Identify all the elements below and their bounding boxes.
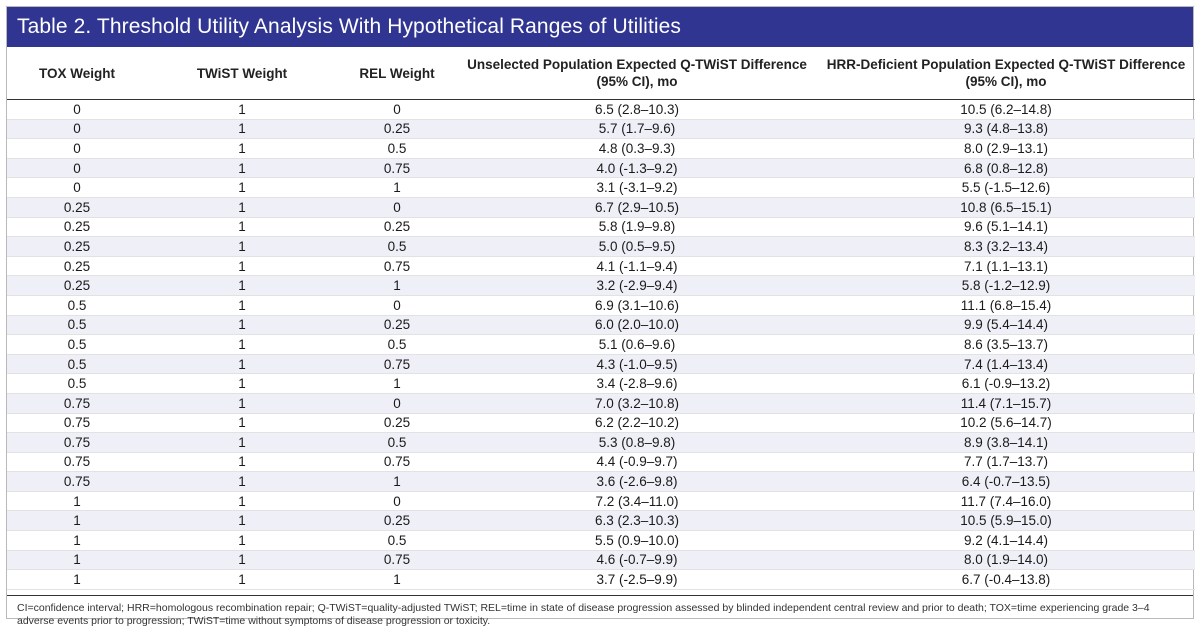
cell-rel-weight: 0.5 xyxy=(337,139,457,159)
cell-unselected-qtwist: 7.2 (3.4–11.0) xyxy=(457,491,817,511)
cell-tox-weight: 0.25 xyxy=(7,197,147,217)
cell-tox-weight: 0.5 xyxy=(7,374,147,394)
cell-hrr-qtwist: 6.7 (-0.4–13.8) xyxy=(817,570,1195,590)
cell-tox-weight: 0.25 xyxy=(7,237,147,257)
cell-hrr-qtwist: 10.2 (5.6–14.7) xyxy=(817,413,1195,433)
cell-tox-weight: 0.75 xyxy=(7,393,147,413)
cell-rel-weight: 0.5 xyxy=(337,531,457,551)
cell-hrr-qtwist: 7.7 (1.7–13.7) xyxy=(817,452,1195,472)
cell-tox-weight: 1 xyxy=(7,550,147,570)
cell-twist-weight: 1 xyxy=(147,315,337,335)
table-row xyxy=(7,158,1195,178)
cell-twist-weight: 1 xyxy=(147,139,337,159)
cell-unselected-qtwist: 6.5 (2.8–10.3) xyxy=(457,100,817,120)
cell-unselected-qtwist: 6.9 (3.1–10.6) xyxy=(457,295,817,315)
cell-twist-weight: 1 xyxy=(147,550,337,570)
cell-rel-weight: 1 xyxy=(337,178,457,198)
header-twist-weight: TWiST Weight xyxy=(147,47,337,100)
cell-unselected-qtwist: 4.1 (-1.1–9.4) xyxy=(457,256,817,276)
cell-rel-weight: 0.75 xyxy=(337,452,457,472)
cell-tox-weight: 0 xyxy=(7,158,147,178)
cell-rel-weight: 1 xyxy=(337,276,457,296)
cell-rel-weight: 0 xyxy=(337,295,457,315)
cell-twist-weight: 1 xyxy=(147,295,337,315)
table-row xyxy=(7,217,1195,237)
cell-rel-weight: 0.5 xyxy=(337,433,457,453)
cell-twist-weight: 1 xyxy=(147,217,337,237)
table-row xyxy=(7,531,1195,551)
cell-hrr-qtwist: 11.7 (7.4–16.0) xyxy=(817,491,1195,511)
cell-twist-weight: 1 xyxy=(147,100,337,120)
table-row xyxy=(7,178,1195,198)
cell-hrr-qtwist: 9.9 (5.4–14.4) xyxy=(817,315,1195,335)
cell-rel-weight: 0 xyxy=(337,393,457,413)
header-rel-weight: REL Weight xyxy=(337,47,457,100)
table-frame xyxy=(6,6,1194,627)
cell-unselected-qtwist: 3.4 (-2.8–9.6) xyxy=(457,374,817,394)
cell-tox-weight: 0 xyxy=(7,119,147,139)
cell-hrr-qtwist: 7.1 (1.1–13.1) xyxy=(817,256,1195,276)
cell-rel-weight: 0.5 xyxy=(337,237,457,257)
table-header xyxy=(7,47,1195,100)
utility-table xyxy=(7,47,1195,590)
table-row xyxy=(7,276,1195,296)
cell-rel-weight: 0.75 xyxy=(337,158,457,178)
cell-hrr-qtwist: 6.1 (-0.9–13.2) xyxy=(817,374,1195,394)
cell-unselected-qtwist: 5.1 (0.6–9.6) xyxy=(457,335,817,355)
cell-twist-weight: 1 xyxy=(147,354,337,374)
cell-tox-weight: 0.75 xyxy=(7,433,147,453)
table-row xyxy=(7,237,1195,257)
cell-unselected-qtwist: 5.5 (0.9–10.0) xyxy=(457,531,817,551)
cell-hrr-qtwist: 9.6 (5.1–14.1) xyxy=(817,217,1195,237)
cell-hrr-qtwist: 6.8 (0.8–12.8) xyxy=(817,158,1195,178)
header-tox-weight: TOX Weight xyxy=(7,47,147,100)
cell-hrr-qtwist: 11.1 (6.8–15.4) xyxy=(817,295,1195,315)
cell-tox-weight: 0 xyxy=(7,178,147,198)
table-row xyxy=(7,452,1195,472)
table-row xyxy=(7,354,1195,374)
cell-unselected-qtwist: 6.7 (2.9–10.5) xyxy=(457,197,817,217)
cell-unselected-qtwist: 5.8 (1.9–9.8) xyxy=(457,217,817,237)
header-row xyxy=(7,47,1195,100)
cell-hrr-qtwist: 5.8 (-1.2–12.9) xyxy=(817,276,1195,296)
header-hrr-qtwist: HRR-Deficient Population Expected Q-TWiST Difference (95% CI), mo xyxy=(817,47,1195,100)
cell-rel-weight: 0 xyxy=(337,100,457,120)
cell-tox-weight: 1 xyxy=(7,491,147,511)
cell-rel-weight: 1 xyxy=(337,374,457,394)
cell-hrr-qtwist: 8.3 (3.2–13.4) xyxy=(817,237,1195,257)
cell-twist-weight: 1 xyxy=(147,393,337,413)
table-row xyxy=(7,100,1195,120)
table-row xyxy=(7,433,1195,453)
cell-hrr-qtwist: 9.2 (4.1–14.4) xyxy=(817,531,1195,551)
cell-tox-weight: 0.75 xyxy=(7,472,147,492)
table-row xyxy=(7,413,1195,433)
table-row xyxy=(7,550,1195,570)
cell-twist-weight: 1 xyxy=(147,335,337,355)
cell-hrr-qtwist: 8.9 (3.8–14.1) xyxy=(817,433,1195,453)
table-row xyxy=(7,570,1195,590)
table-row xyxy=(7,315,1195,335)
cell-tox-weight: 1 xyxy=(7,511,147,531)
cell-tox-weight: 0.25 xyxy=(7,276,147,296)
cell-twist-weight: 1 xyxy=(147,197,337,217)
cell-tox-weight: 0.5 xyxy=(7,354,147,374)
cell-twist-weight: 1 xyxy=(147,178,337,198)
cell-rel-weight: 0.75 xyxy=(337,256,457,276)
cell-twist-weight: 1 xyxy=(147,413,337,433)
cell-unselected-qtwist: 6.0 (2.0–10.0) xyxy=(457,315,817,335)
cell-twist-weight: 1 xyxy=(147,237,337,257)
cell-tox-weight: 0.5 xyxy=(7,295,147,315)
cell-unselected-qtwist: 6.3 (2.3–10.3) xyxy=(457,511,817,531)
cell-twist-weight: 1 xyxy=(147,256,337,276)
cell-twist-weight: 1 xyxy=(147,158,337,178)
table-row xyxy=(7,256,1195,276)
cell-hrr-qtwist: 6.4 (-0.7–13.5) xyxy=(817,472,1195,492)
cell-tox-weight: 1 xyxy=(7,531,147,551)
cell-rel-weight: 0.75 xyxy=(337,354,457,374)
cell-twist-weight: 1 xyxy=(147,491,337,511)
cell-unselected-qtwist: 3.6 (-2.6–9.8) xyxy=(457,472,817,492)
table-row xyxy=(7,393,1195,413)
cell-rel-weight: 0.25 xyxy=(337,413,457,433)
cell-unselected-qtwist: 5.0 (0.5–9.5) xyxy=(457,237,817,257)
cell-rel-weight: 0 xyxy=(337,491,457,511)
table-title: Table 2. Threshold Utility Analysis With Hypothetical Ranges of Utilities xyxy=(7,7,1193,47)
cell-unselected-qtwist: 3.2 (-2.9–9.4) xyxy=(457,276,817,296)
cell-unselected-qtwist: 5.3 (0.8–9.8) xyxy=(457,433,817,453)
cell-unselected-qtwist: 4.3 (-1.0–9.5) xyxy=(457,354,817,374)
cell-twist-weight: 1 xyxy=(147,531,337,551)
cell-rel-weight: 0.5 xyxy=(337,335,457,355)
table-body xyxy=(7,100,1195,590)
cell-unselected-qtwist: 4.0 (-1.3–9.2) xyxy=(457,158,817,178)
cell-unselected-qtwist: 5.7 (1.7–9.6) xyxy=(457,119,817,139)
cell-rel-weight: 0.25 xyxy=(337,315,457,335)
cell-twist-weight: 1 xyxy=(147,452,337,472)
cell-hrr-qtwist: 10.8 (6.5–15.1) xyxy=(817,197,1195,217)
cell-hrr-qtwist: 11.4 (7.1–15.7) xyxy=(817,393,1195,413)
cell-hrr-qtwist: 5.5 (-1.5–12.6) xyxy=(817,178,1195,198)
cell-rel-weight: 1 xyxy=(337,570,457,590)
table-row xyxy=(7,295,1195,315)
table-row xyxy=(7,197,1195,217)
cell-twist-weight: 1 xyxy=(147,472,337,492)
cell-tox-weight: 0 xyxy=(7,100,147,120)
cell-twist-weight: 1 xyxy=(147,276,337,296)
cell-hrr-qtwist: 8.6 (3.5–13.7) xyxy=(817,335,1195,355)
table-row xyxy=(7,511,1195,531)
cell-twist-weight: 1 xyxy=(147,433,337,453)
cell-hrr-qtwist: 8.0 (2.9–13.1) xyxy=(817,139,1195,159)
cell-tox-weight: 0 xyxy=(7,139,147,159)
table-row xyxy=(7,335,1195,355)
cell-hrr-qtwist: 10.5 (5.9–15.0) xyxy=(817,511,1195,531)
cell-hrr-qtwist: 8.0 (1.9–14.0) xyxy=(817,550,1195,570)
table-row xyxy=(7,472,1195,492)
cell-tox-weight: 0.75 xyxy=(7,413,147,433)
cell-twist-weight: 1 xyxy=(147,374,337,394)
table-footnote: CI=confidence interval; HRR=homologous recombination repair; Q-TWiST=quality-adjusted TWiST; REL=time in state of disease progression assessed by blinded independent central review and prior to death; TOX=time experiencing grade 3–4 adverse events prior to progression; TWiST=time without symptoms of disease progression or toxicity. xyxy=(7,595,1193,628)
table-row xyxy=(7,491,1195,511)
cell-tox-weight: 0.5 xyxy=(7,335,147,355)
cell-rel-weight: 0.25 xyxy=(337,119,457,139)
cell-unselected-qtwist: 4.8 (0.3–9.3) xyxy=(457,139,817,159)
header-unselected-qtwist: Unselected Population Expected Q-TWiST Difference (95% CI), mo xyxy=(457,47,817,100)
cell-tox-weight: 0.25 xyxy=(7,217,147,237)
cell-twist-weight: 1 xyxy=(147,570,337,590)
cell-hrr-qtwist: 10.5 (6.2–14.8) xyxy=(817,100,1195,120)
table-row xyxy=(7,139,1195,159)
cell-rel-weight: 1 xyxy=(337,472,457,492)
cell-twist-weight: 1 xyxy=(147,511,337,531)
cell-unselected-qtwist: 4.4 (-0.9–9.7) xyxy=(457,452,817,472)
table-row xyxy=(7,119,1195,139)
cell-tox-weight: 0.5 xyxy=(7,315,147,335)
cell-hrr-qtwist: 7.4 (1.4–13.4) xyxy=(817,354,1195,374)
cell-unselected-qtwist: 4.6 (-0.7–9.9) xyxy=(457,550,817,570)
cell-unselected-qtwist: 3.1 (-3.1–9.2) xyxy=(457,178,817,198)
cell-tox-weight: 1 xyxy=(7,570,147,590)
cell-hrr-qtwist: 9.3 (4.8–13.8) xyxy=(817,119,1195,139)
cell-tox-weight: 0.75 xyxy=(7,452,147,472)
cell-tox-weight: 0.25 xyxy=(7,256,147,276)
cell-rel-weight: 0.25 xyxy=(337,217,457,237)
cell-twist-weight: 1 xyxy=(147,119,337,139)
cell-unselected-qtwist: 3.7 (-2.5–9.9) xyxy=(457,570,817,590)
cell-rel-weight: 0.25 xyxy=(337,511,457,531)
cell-rel-weight: 0 xyxy=(337,197,457,217)
table-row xyxy=(7,374,1195,394)
cell-unselected-qtwist: 7.0 (3.2–10.8) xyxy=(457,393,817,413)
cell-unselected-qtwist: 6.2 (2.2–10.2) xyxy=(457,413,817,433)
cell-rel-weight: 0.75 xyxy=(337,550,457,570)
